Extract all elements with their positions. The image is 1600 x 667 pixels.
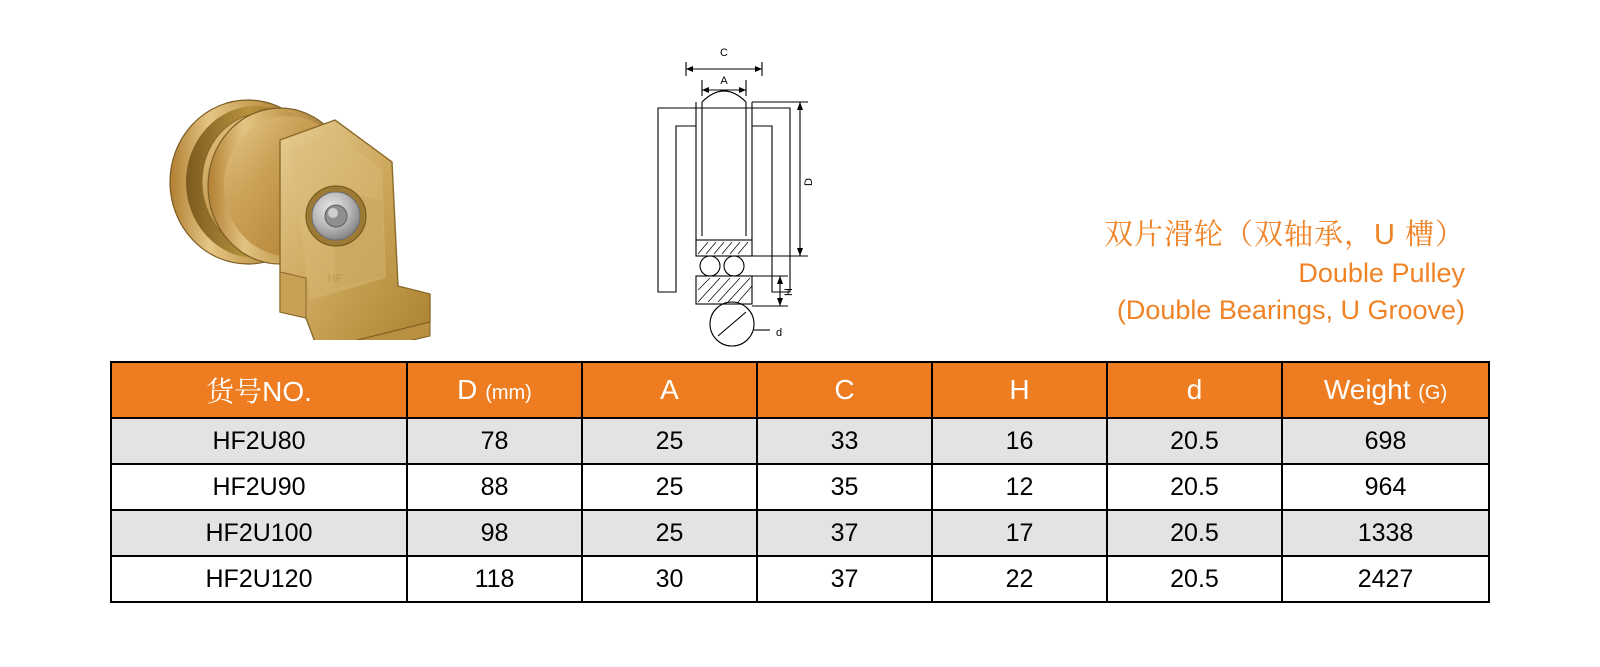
cell-d-minor: 20.5 xyxy=(1107,510,1282,556)
cross-section-diagram xyxy=(640,40,860,350)
table-row xyxy=(111,418,1489,464)
table-row xyxy=(111,464,1489,510)
cell-c: 37 xyxy=(757,556,932,602)
title-block xyxy=(1104,215,1465,329)
technical-drawing xyxy=(640,40,860,350)
title-chinese: 双片滑轮（双轴承，U 槽） xyxy=(1103,219,1465,251)
column-header-a-label: A xyxy=(660,374,679,405)
cell-d-minor: 20.5 xyxy=(1107,418,1282,464)
column-header-d-unit: (mm) xyxy=(485,382,532,404)
cell-weight: 698 xyxy=(1282,418,1489,464)
table-row xyxy=(111,556,1489,602)
dimension-label-c: C xyxy=(720,47,728,59)
cell-d: 88 xyxy=(407,464,582,510)
column-header-d-minor xyxy=(1107,362,1282,418)
column-header-weight xyxy=(1282,362,1489,418)
cell-d: 78 xyxy=(407,418,582,464)
column-header-c xyxy=(757,362,932,418)
cell-h: 17 xyxy=(932,510,1107,556)
column-header-a xyxy=(582,362,757,418)
cell-d-minor: 20.5 xyxy=(1107,464,1282,510)
dimension-label-h: H xyxy=(783,288,795,296)
column-header-weight-unit: (G) xyxy=(1418,382,1448,404)
cell-h: 16 xyxy=(932,418,1107,464)
column-header-no xyxy=(111,362,407,418)
specification-table xyxy=(110,361,1490,603)
column-header-d xyxy=(407,362,582,418)
cell-h: 12 xyxy=(932,464,1107,510)
cell-c: 35 xyxy=(757,464,932,510)
cell-no: HF2U120 xyxy=(111,556,407,602)
cell-c: 33 xyxy=(757,418,932,464)
cell-d-minor: 20.5 xyxy=(1107,556,1282,602)
column-header-c-label: C xyxy=(834,374,855,405)
product-photo xyxy=(130,50,470,340)
dimension-label-a: A xyxy=(720,75,728,87)
cell-h: 22 xyxy=(932,556,1107,602)
pulley-photo-illustration xyxy=(130,50,470,340)
cell-a: 25 xyxy=(582,510,757,556)
cell-d: 98 xyxy=(407,510,582,556)
column-header-weight-label: Weight xyxy=(1323,374,1411,405)
cell-a: 30 xyxy=(582,556,757,602)
svg-text:HF: HF xyxy=(327,273,343,285)
cell-weight: 964 xyxy=(1282,464,1489,510)
column-header-no-label: 货号NO. xyxy=(206,376,312,407)
cell-a: 25 xyxy=(582,464,757,510)
column-header-h xyxy=(932,362,1107,418)
table-header-row xyxy=(111,362,1489,418)
cell-c: 37 xyxy=(757,510,932,556)
cell-no: HF2U90 xyxy=(111,464,407,510)
table-row xyxy=(111,510,1489,556)
cell-a: 25 xyxy=(582,418,757,464)
title-english-line2: (Double Bearings, U Groove) xyxy=(1116,295,1465,325)
title-english-line1: Double Pulley xyxy=(1298,258,1465,288)
cell-weight: 1338 xyxy=(1282,510,1489,556)
cell-no: HF2U80 xyxy=(111,418,407,464)
cell-no: HF2U100 xyxy=(111,510,407,556)
dimension-label-d-minor: d xyxy=(776,327,783,339)
cell-weight: 2427 xyxy=(1282,556,1489,602)
column-header-d-label: D xyxy=(457,374,478,405)
cell-d: 118 xyxy=(407,556,582,602)
column-header-h-label: H xyxy=(1009,374,1030,405)
column-header-d-minor-label: d xyxy=(1186,374,1203,405)
dimension-label-d-major: D xyxy=(803,178,815,186)
